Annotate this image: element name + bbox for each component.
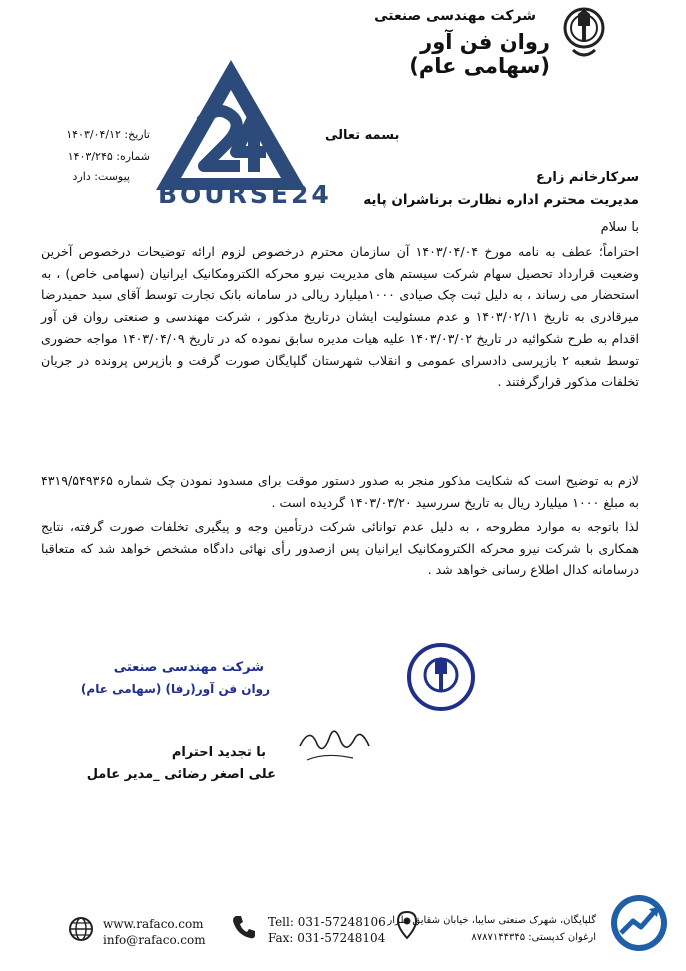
footer-website: www.rafaco.com <box>103 917 204 931</box>
globe-icon <box>68 916 94 942</box>
company-stamp <box>80 640 330 716</box>
footer-email: info@rafaco.com <box>103 933 206 947</box>
trend-arrow-logo-icon <box>609 893 669 953</box>
footer-postal-code: ارغوان کدپستی: ۸۷۸۷۱۴۴۳۴۵ <box>471 932 596 943</box>
letter-paragraph-1: احتراماً؛ عطف به نامه مورخ ۱۴۰۳/۰۴/۰۴ آن سازمان محترم درخصوص لزوم ارائه توضیحات درخصوص آخرین وضعیت قرارداد تحصیل سهام شرکت سیستم های مدیریت نیرو محرکه الکترومکانیک ایرانیان (سهامی خاص) ، به استحضار می رساند ، به دلیل ثبت چک صیادی ۱۰۰۰میلیارد ریالی در سامانه بانک تجارت توسط آقای سید حمیدرضا میرقادری به تاریخ ۱۴۰۳/۰۲/۱۱ و عدم مسئولیت ایشان درتاریخ مذکور ، شرکت مهندسی و صنعتی روان فن آور اقدام به طرح شکوائیه در تاریخ ۱۴۰۳/۰۳/۰۲ علیه هیات مدیره سابق نموده که در تاریخ ۱۴۰۳/۰۴/۰۹ مواجه حضوری توسط شعبه ۲ بازپرسی دادسرای عمومی و انقلاب شهرستان گلپایگان صورت گرفت و بازپرس پرونده در جریان تخلفات مذکور قرارگرفتند . <box>41 244 640 390</box>
recipient-name: سرکارخانم زارع <box>536 170 639 185</box>
letter-date: تاریخ: ۱۴۰۳/۰۴/۱۲ <box>66 128 150 141</box>
company-name-small: شرکت مهندسی صنعتی <box>374 8 536 24</box>
recipient-department: مدیریت محترم اداره نظارت برناشران پایه <box>363 192 639 208</box>
greeting: با سلام <box>600 220 639 235</box>
signer-name: علی اصغر رضائی _مدیر عامل <box>86 767 276 782</box>
letter-number: شماره: ۱۴۰۳/۲۴۵ <box>67 150 150 163</box>
stamp-line-1: شرکت مهندسی صنعتی <box>113 660 264 675</box>
watermark-text: BOURSE24 <box>158 180 332 209</box>
letter-paragraph-3: لذا باتوجه به موارد مطروحه ، به دلیل عدم توانائی شرکت درتأمین وجه و پیگیری تخلفات صورت گرفته، نتایج همکاری با شرکت نیرو محرکه الکترومکانیک ایرانیان پس ازصدور رأی نهائی دادگاه مشخص خواهد شد که متعاقبا درسامانه کدال اطلاع رسانی خواهد شد . <box>41 519 639 578</box>
stamp-line-2: روان فن آور(رفا) (سهامی عام) <box>80 682 270 696</box>
stamp-logo-icon <box>406 642 476 712</box>
letter-paragraph-2: لازم به توضیح است که شکایت مذکور منجر به صدور دستور موقت برای مسدود نمودن چک شماره ۴۳۱۹/۵۴۹۳۶۵ به مبلغ ۱۰۰۰ میلیارد ریال به تاریخ سررسید ۱۴۰۳/۰۳/۲۰ گردیده است . <box>41 473 639 510</box>
handwritten-signature-icon <box>295 716 375 766</box>
lightbulb-gear-logo-icon <box>563 6 605 62</box>
bismillah-heading: بسمه تعالی <box>325 128 400 143</box>
company-name: روان فن آور (سهامی عام) <box>409 30 550 78</box>
footer-fax: Fax: 031-57248104 <box>268 931 386 945</box>
footer-tel: Tell: 031-57248106 <box>268 915 386 929</box>
footer-address: گلپایگان، شهرک صنعتی سایبا، خیابان شقایق ملزار <box>387 915 596 926</box>
closing-regards: با تجدید احترام <box>171 745 266 760</box>
phone-icon <box>230 913 258 941</box>
letter-attachment: پیوست: دارد <box>72 170 130 183</box>
